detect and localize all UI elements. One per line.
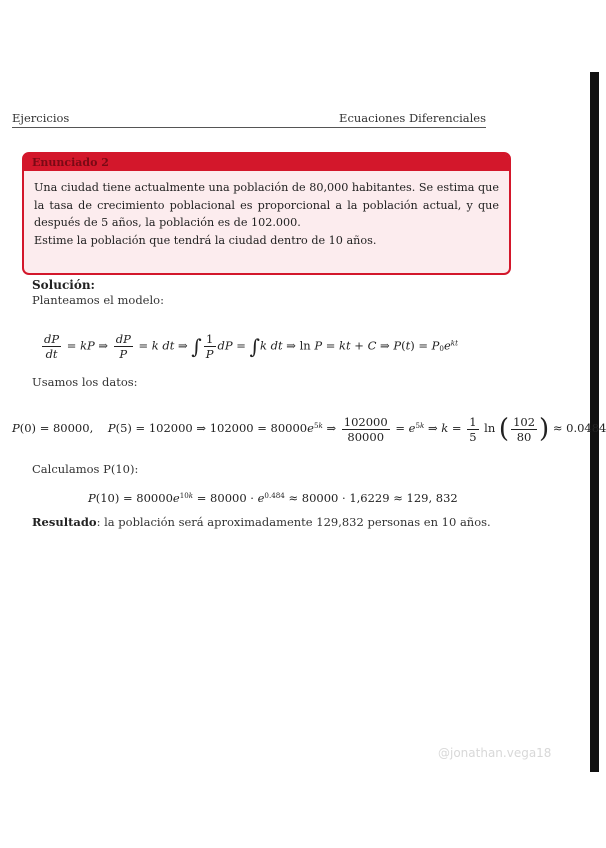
statement-body	[24, 171, 509, 249]
result-label: Resultado	[32, 515, 97, 529]
result-text: : la población será aproximadamente 129,832 personas en 10 años.	[96, 515, 491, 529]
statement-box	[22, 152, 511, 275]
statement-question: Estime la población que tendrá la ciudad dentro de 10 años.	[34, 233, 377, 247]
statement-text: Una ciudad tiene actualmente una población de 80,000 habitantes. Se estima que la tasa de crecimiento poblacional es proporcional a la población actual, y que después de 5 años, la población es de 102.000.	[34, 181, 499, 230]
calc-intro: Calculamos P(10):	[32, 462, 139, 476]
header-left: Ejercicios	[12, 111, 70, 125]
solution-title: Solución:	[32, 278, 95, 292]
data-equation: P(0) = 80000, P(5) = 102000 ⇒ $102000 = 80000e^{5k}$ ⇒ $\frac{102000}{80000}$ = $e^{5k}$ ⇒ k = $\frac{1}{5}$ ln ( $\frac{102}{80}$ ) ≈ 0.0484	[12, 414, 606, 444]
data-intro: Usamos los datos:	[32, 375, 138, 389]
model-equation: $\frac{dP}{dt}$ = kP ⇒ $\frac{dP}{P}$ = k dt ⇒ ∫ $\frac{1}{P}$ dP = ∫k dt ⇒ ln P = kt + C ⇒ $P(t) = P_0e^{kt}$	[44, 332, 458, 361]
result-line	[32, 515, 491, 529]
header-right: Ecuaciones Diferenciales	[339, 111, 486, 125]
watermark: @jonathan.vega18	[438, 746, 552, 760]
solution-intro: Planteamos el modelo:	[32, 293, 164, 307]
calc-equation: $P(10) = 80000e^{10k} = 80000 \cdot e^{0.484} \approx 80000 \cdot 1,6229 \approx 129$, 832	[88, 491, 458, 505]
header-rule	[12, 127, 486, 128]
statement-title: Enunciado 2	[24, 154, 509, 171]
